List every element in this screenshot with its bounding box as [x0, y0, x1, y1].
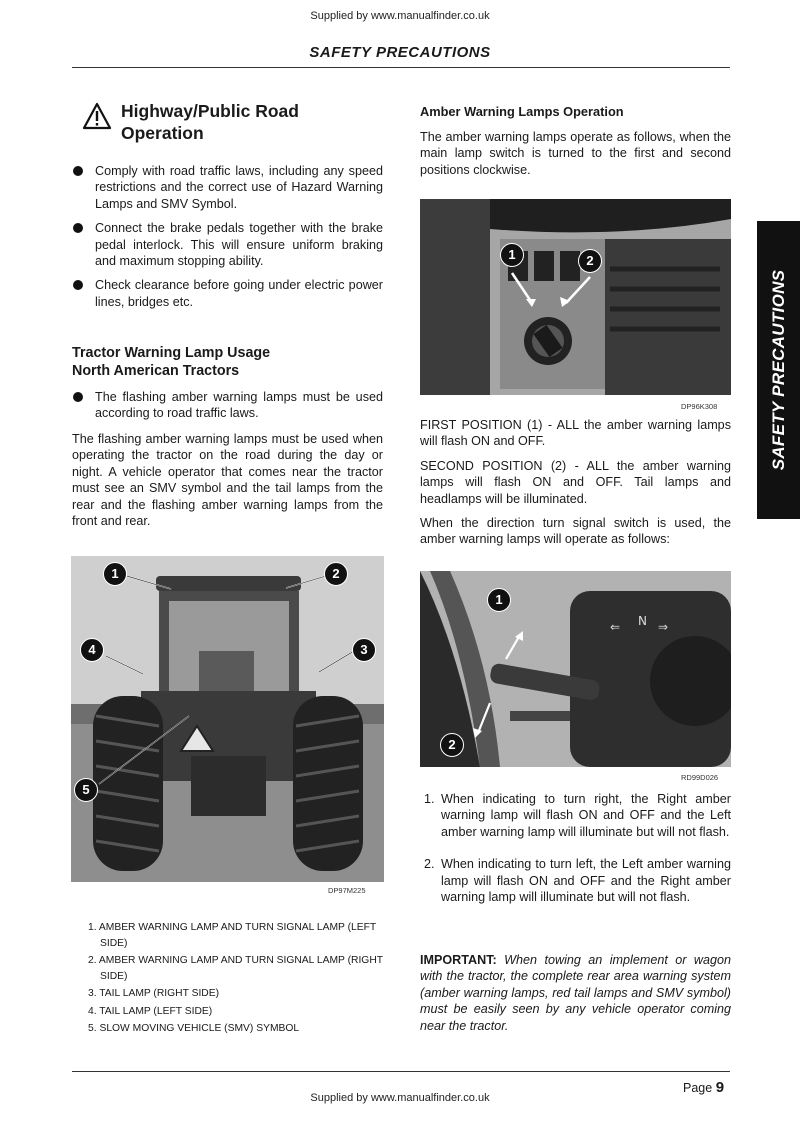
callout-1: 1: [500, 243, 524, 267]
turn-signal-list: [420, 791, 731, 905]
turn-signal-illustration: [420, 571, 731, 767]
highway-title: [121, 100, 299, 144]
callout-2: 2: [324, 562, 348, 586]
warning-triangle-icon: [82, 102, 112, 130]
legend-item: 2. AMBER WARNING LAMP AND TURN SIGNAL LAMP (RIGHT SIDE): [88, 955, 383, 982]
important-paragraph: [420, 952, 731, 1034]
list-item-text: When indicating to turn right, the Right amber warning lamp will flash ON and OFF and the Left amber warning lamp will illuminate but will not flash.: [441, 792, 731, 839]
amber-ops-heading: Amber Warning Lamps Operation: [420, 104, 624, 119]
header-rule: [72, 67, 730, 68]
figure-code: DP97M225: [328, 886, 366, 895]
callout-1: 1: [487, 588, 511, 612]
legend-item: 3. TAIL LAMP (RIGHT SIDE): [88, 988, 220, 999]
figure-code: DP96K308: [681, 402, 718, 411]
bullet-icon: [73, 223, 83, 233]
highway-title-line2: Operation: [121, 123, 204, 143]
tractor-rear-photo: [71, 556, 384, 882]
legend-item: 1. AMBER WARNING LAMP AND TURN SIGNAL LAMP (LEFT SIDE): [88, 922, 377, 949]
tractor-lamp-heading: [72, 344, 383, 380]
legend-item: 5. SLOW MOVING VEHICLE (SMV) SYMBOL: [88, 1023, 300, 1034]
highway-bullets: [72, 163, 383, 318]
bullet-text: Comply with road traffic laws, including any speed restrictions and the correct use of Hazard Warning Lamps and SMV Symbol.: [95, 164, 383, 211]
turn-signal-photo: [420, 571, 731, 767]
tractor-rear-illustration: [71, 556, 384, 882]
bullet-icon: [73, 280, 83, 290]
legend-item: 4. TAIL LAMP (LEFT SIDE): [88, 1005, 213, 1017]
bullet-icon: [73, 392, 83, 402]
amber-ops-intro: The amber warning lamps operate as follows, when the main lamp switch is turned to the first and second positions clockwise.: [420, 130, 731, 177]
lamp-switch-illustration: [420, 199, 731, 395]
tractor-lamp-paragraph: [72, 431, 383, 529]
supplied-by-bottom: Supplied by www.manualfinder.co.uk: [310, 1092, 490, 1104]
list-item-number: 2.: [424, 857, 435, 872]
important-note: [420, 952, 731, 1034]
footer-rule: [72, 1071, 730, 1072]
position-descriptions: [420, 417, 731, 548]
tractor-lamp-heading-line2: North American Tractors: [72, 363, 240, 379]
highway-title-line1: Highway/Public Road: [121, 101, 299, 121]
svg-text:⇐: ⇐: [610, 620, 621, 634]
tractor-lamp-bullets: [72, 389, 383, 430]
tractor-lamp-text: The flashing amber warning lamps must be used when operating the tractor on the road during the day or night. A vehicle operator that comes near the tractor must see an SMV symbol and the tail lamps from the rear and the flashing amber warning lamps from the front and rear.: [72, 432, 383, 529]
list-item: [72, 220, 383, 269]
list-item-text: When indicating to turn left, the Left amber warning lamp will flash ON and OFF and the Right amber warning lamp will illuminate but will not flash.: [441, 857, 731, 905]
bullet-icon: [73, 166, 83, 176]
list-item: [72, 277, 383, 310]
list-item: [72, 163, 383, 212]
callout-1: 1: [103, 562, 127, 586]
bullet-text: Connect the brake pedals together with the brake pedal interlock. This will ensure uniform braking and maximum stopping ability.: [95, 221, 383, 269]
figure-code: RD99D026: [681, 773, 719, 782]
page-header-title: SAFETY PRECAUTIONS: [309, 44, 491, 61]
important-text: When towing an implement or wagon with the tractor, the complete rear area warning system (amber warning lamps, red tail lamps and SMV symbol) must be easily seen by any vehicle operator coming near the tractor.: [420, 953, 731, 1033]
supplied-by-top: Supplied by www.manualfinder.co.uk: [310, 10, 490, 22]
bullet-text: The flashing amber warning lamps must be used according to road traffic laws.: [95, 390, 383, 421]
callout-2: 2: [578, 249, 602, 273]
list-item: [72, 389, 383, 422]
list-item: [420, 856, 731, 905]
first-position-text: FIRST POSITION (1) - ALL the amber warning lamps will flash ON and OFF.: [420, 418, 731, 449]
page-number-value: 9: [715, 1079, 725, 1096]
lamp-switch-photo: [420, 199, 731, 395]
list-item-number: 1.: [424, 792, 435, 806]
bullet-text: Check clearance before going under electric power lines, bridges etc.: [95, 278, 383, 309]
callout-2: 2: [440, 733, 464, 757]
figure-legend: [88, 920, 388, 1039]
callout-5: 5: [74, 778, 98, 802]
tractor-lamp-heading-line1: Tractor Warning Lamp Usage: [72, 345, 271, 361]
second-position-text: SECOND POSITION (2) - ALL the amber warning lamps will flash ON and OFF. Tail lamps and headlamps will be illuminated.: [420, 458, 731, 506]
turn-signal-intro: When the direction turn signal switch is used, the amber warning lamps will operate as follows:: [420, 516, 731, 547]
page-label: Page: [683, 1081, 713, 1095]
callout-3: 3: [352, 638, 376, 662]
side-tab: [757, 221, 800, 519]
callout-4: 4: [80, 638, 104, 662]
svg-text:⇒: ⇒: [658, 620, 669, 634]
svg-text:N: N: [638, 614, 647, 628]
important-label: IMPORTANT:: [420, 953, 497, 967]
list-item: [420, 791, 731, 840]
amber-ops-section: [420, 104, 731, 178]
side-tab-label: SAFETY PRECAUTIONS: [768, 269, 788, 471]
